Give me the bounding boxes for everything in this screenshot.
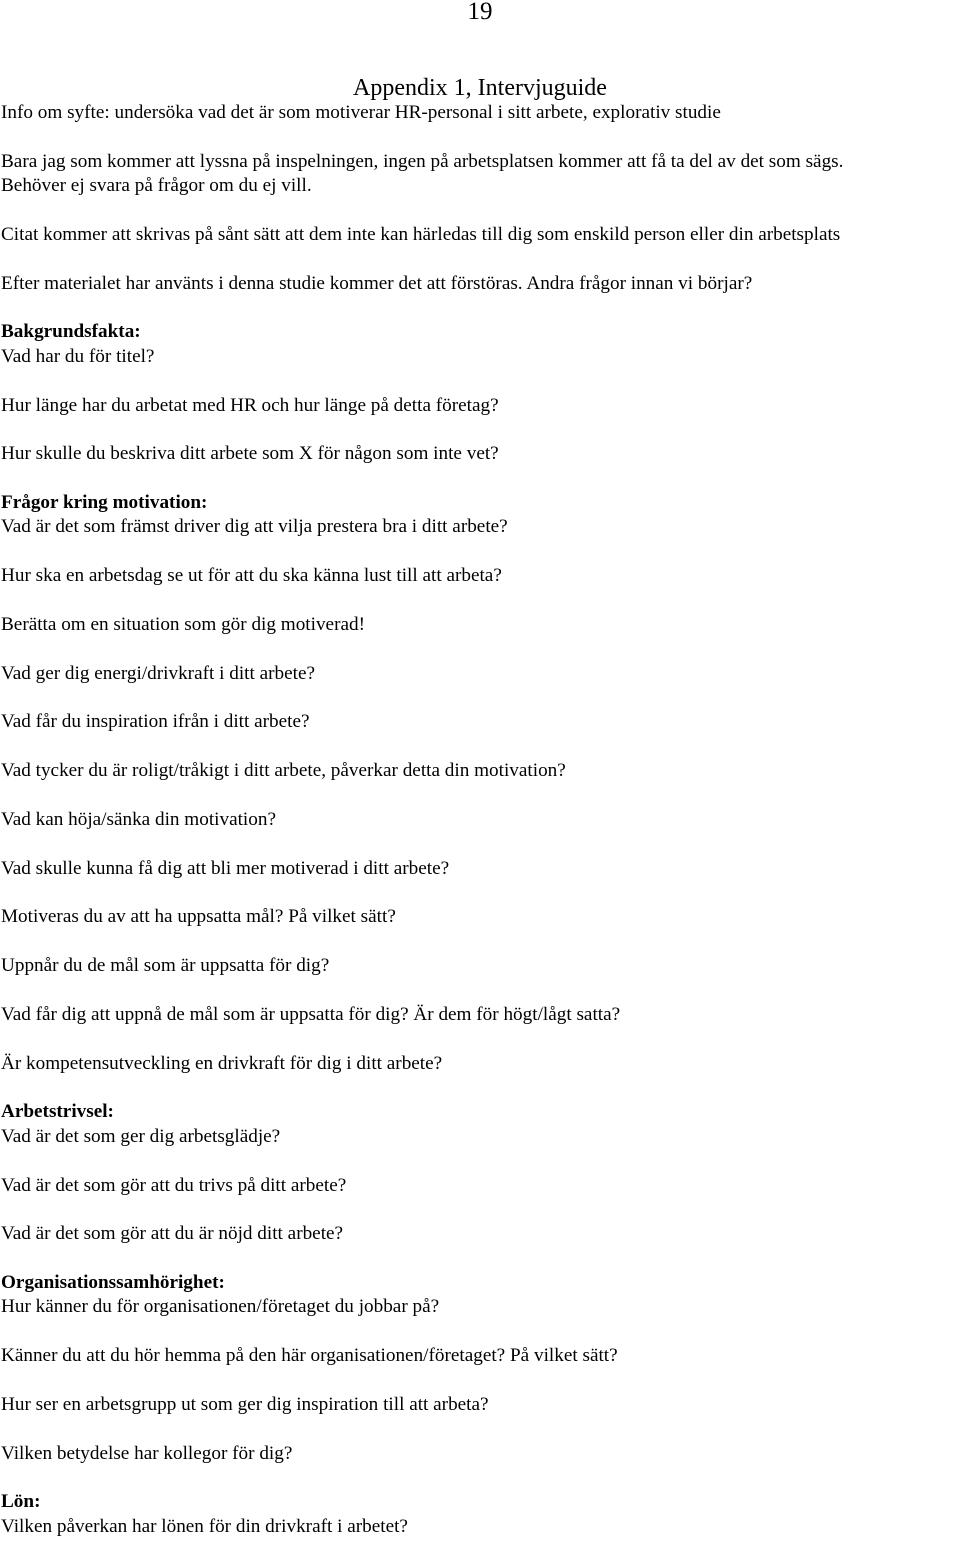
interview-guide-body (1, 101, 959, 1539)
question: Vad är det som främst driver dig att vilja prestera bra i ditt arbete? (1, 516, 508, 538)
section-heading: Arbetstrivsel: (1, 1101, 114, 1123)
question: Vad kan höja/sänka din motivation? (1, 808, 276, 830)
question: Vilken påverkan har lönen för din drivkraft i arbetet? (1, 1515, 408, 1537)
question: Berätta om en situation som gör dig motiverad! (1, 613, 365, 635)
appendix-title: Appendix 1, Intervjuguide (353, 75, 607, 101)
intro-quotes-line: Citat kommer att skrivas på sånt sätt att dem inte kan härledas till dig som enskild person eller din arbetsplats (1, 223, 841, 245)
question: Vad skulle kunna få dig att bli mer motiverad i ditt arbete? (1, 857, 450, 879)
question: Vad är det som gör att du är nöjd ditt arbete? (1, 1223, 344, 1245)
question: Vad har du för titel? (1, 345, 155, 367)
question: Vad får du inspiration ifrån i ditt arbete? (1, 711, 310, 733)
section-heading: Organisationssamhörighet: (1, 1272, 225, 1293)
section-organisationssamhorighet (1, 1271, 959, 1466)
question: Vad är det som ger dig arbetsglädje? (1, 1125, 281, 1147)
question: Vad får dig att uppnå de mål som är uppsatta för dig? Är dem för högt/lågt satta? (1, 1003, 621, 1025)
question: Uppnår du de mål som är uppsatta för dig? (1, 955, 330, 977)
section-heading: Frågor kring motivation: (1, 492, 208, 513)
intro-recording-line: Bara jag som kommer att lyssna på inspelningen, ingen på arbetsplatsen kommer att få ta del av det som sägs. (1, 150, 844, 172)
purpose-info: Info om syfte: undersöka vad det är som motiverar HR-personal i sitt arbete, explorativ studie (1, 102, 721, 123)
section-heading: Lön: (1, 1491, 41, 1513)
question: Vilken betydelse har kollegor för dig? (1, 1442, 293, 1464)
question: Vad är det som gör att du trivs på ditt arbete? (1, 1174, 347, 1196)
question: Vad ger dig energi/drivkraft i ditt arbete? (1, 662, 315, 684)
question: Är kompetensutveckling en drivkraft för dig i ditt arbete? (1, 1052, 443, 1074)
question: Känner du att du hör hemma på den här organisationen/företaget? På vilket sätt? (1, 1345, 618, 1367)
question: Hur känner du för organisationen/företaget du jobbar på? (1, 1296, 440, 1318)
question: Hur länge har du arbetat med HR och hur länge på detta företag? (1, 394, 499, 416)
question: Hur ser en arbetsgrupp ut som ger dig inspiration till att arbeta? (1, 1393, 489, 1415)
question: Motiveras du av att ha uppsatta mål? På vilket sätt? (1, 906, 396, 928)
section-motivation (1, 491, 959, 1076)
section-heading: Bakgrundsfakta: (1, 321, 141, 343)
page-number: 19 (467, 0, 493, 25)
section-lon (1, 1490, 959, 1539)
question: Vad tycker du är roligt/tråkigt i ditt arbete, påverkar detta din motivation? (1, 760, 566, 782)
intro-destruction-line: Efter materialet har använts i denna studie kommer det att förstöras. Andra frågor innan vi börjar? (1, 272, 753, 294)
intro-optional-line: Behöver ej svara på frågor om du ej vill. (1, 175, 312, 197)
section-arbetstrivsel (1, 1100, 959, 1246)
section-bakgrundsfakta (1, 320, 959, 466)
question: Hur skulle du beskriva ditt arbete som X för någon som inte vet? (1, 443, 499, 465)
question: Hur ska en arbetsdag se ut för att du ska känna lust till att arbeta? (1, 565, 502, 587)
